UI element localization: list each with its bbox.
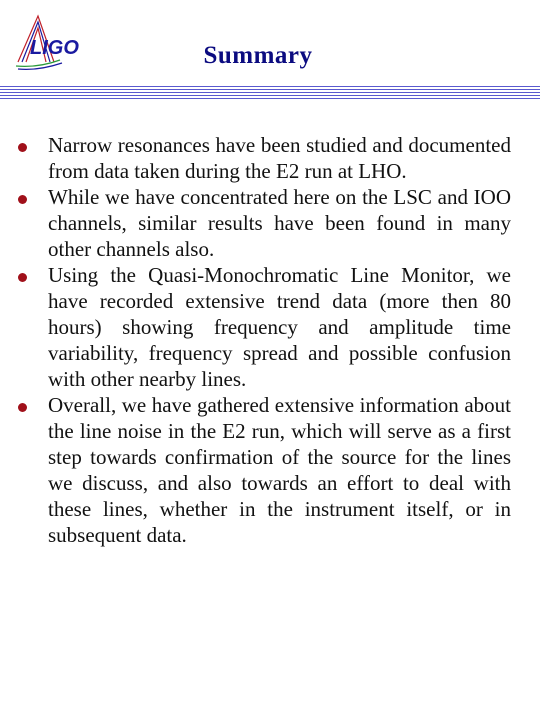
bullet-dot-icon — [18, 403, 27, 412]
bullet-text: Overall, we have gathered extensive information about the line noise in the E2 run, which will serve as a first step towards confirmation of the source for the lines we discuss, and also towards an effort to deal with these lines, whether in the instrument itself, or in subsequent data. — [48, 393, 511, 547]
bullet-item — [48, 184, 511, 262]
bullet-text: Using the Quasi-Monochromatic Line Monitor, we have recorded extensive trend data (more then 80 hours) showing frequency and amplitude time variability, frequency spread and possible confusion with other nearby lines. — [48, 263, 511, 391]
bullet-dot-icon — [18, 273, 27, 282]
bullet-dot-icon — [18, 143, 27, 152]
bullet-list — [48, 132, 511, 548]
header-rule — [0, 86, 540, 100]
bullet-item — [48, 262, 511, 392]
page-title: Summary — [203, 42, 313, 69]
bullet-text: While we have concentrated here on the LSC and IOO channels, similar results have been found in many other channels also. — [48, 185, 511, 261]
bullet-item — [48, 392, 511, 548]
bullet-text: Narrow resonances have been studied and documented from data taken during the E2 run at LHO. — [48, 133, 511, 183]
bullet-dot-icon — [18, 195, 27, 204]
logo-text: LIGO — [30, 37, 79, 59]
bullet-item — [48, 132, 511, 184]
